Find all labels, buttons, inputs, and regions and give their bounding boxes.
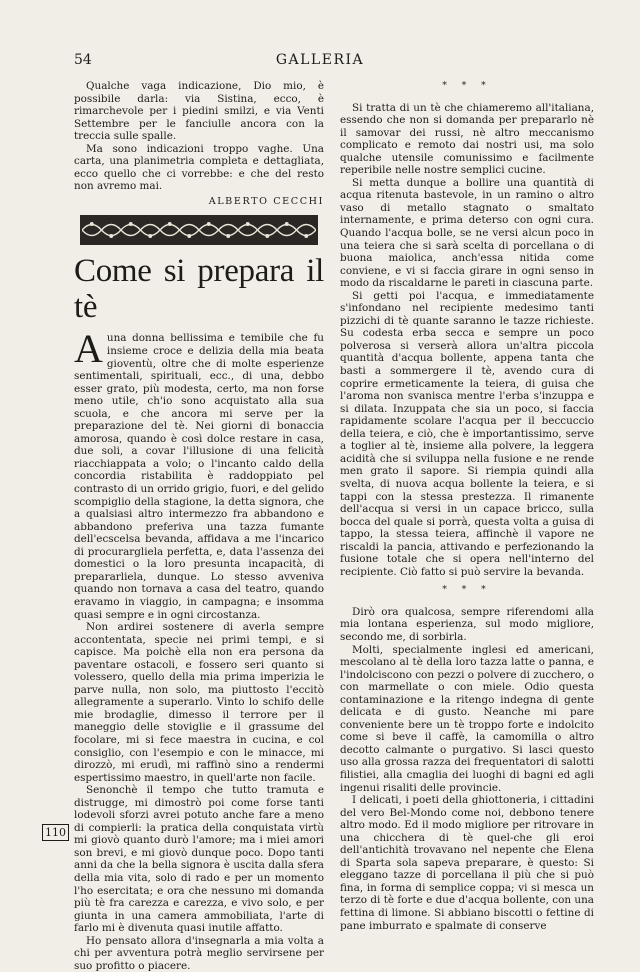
ornamental-band: [80, 215, 318, 245]
first-paragraph: [74, 326, 324, 621]
body-paragraph: Dirò ora qualcosa, sempre riferendomi alla mia lontana esperienza, sul modo migliore, secondo me, di sorbirla.: [340, 605, 594, 643]
intro-paragraph-1: Qualche vaga indicazione, Dio mio, è possibile darla: via Sistina, ecco, è rimarchevole per i piedini smilzi, e via Venti Settembre per le fanciulle ancora con la treccia sulle spalle.: [74, 80, 324, 143]
ornament-scroll-icon: [82, 217, 316, 243]
running-title: GALLERIA: [275, 52, 365, 68]
section-separator: * * *: [442, 585, 492, 596]
body-paragraph: Si getti poi l'acqua, e immediatamente s'infondano nel recipiente medesimo tanti pizzichi di tè quante saranno le tazze richieste. Su codesta erba secca e sempre un poco polverosa si verserà allora un'altra piccola quantità d'acqua bollente, appena tanta che basti a sommergere il tè, avendo cura di coprire ermeticamente la teiera, di guisa che l'aroma non svanisca mentre l'erba s'inzuppa e si dilata. Inzuppata che sia un poco, si faccia rapidamente scolare l'acqua per il beccuccio della teiera, e ciò, che è importantissimo, serve a toglier al tè, insieme alla polvere, la leggera acidità che si sviluppa nella fusione e ne rende men grato il sapore. Si riempia quindi alla svelta, di nuova acqua bollente la teiera, e si tappi con la stessa prestezza. Il rimanente dell'acqua si versi in un capace bricco, sulla bocca del quale si porrà, questa volta a guisa di tappo, la stessa teiera, affinchè il vapore ne riscaldi la pancia, attivando e perfezionando la fusione totale che si opera nell'interno del recipiente. Ciò fatto si può servire la bevanda.: [340, 289, 594, 578]
first-paragraph-text: una donna bellissima e temibile che fu insieme croce e delizia della mia beata gioventù, oltre che di molte esperienze sentimentali, spirituali, ecc., di una, debbo esser grato, più modesta, certo, ma non forse meno utile, ch'io sono acquistato alla sua scuola, e che ancora mi serve per la preparazione del tè. Nei giorni di bonaccia amorosa, quando è così dolce restare in casa, due soli, a covar l'illusione di una felicità riacchiappata a volo; o l'incanto caldo della concordia ristabilita è raddoppiato pel contrasto di un orrido grigio, fuori, e del gelido scompiglio della stagione, la detta signora, che a qualsiasi altro intermezzo fra abbandono e abbandono preferiva una tazza fumante dell'ecscelsa bevanda, affidava a me l'incarico di procurargliela perfetta, e, data l'assenza dei domestici o la loro presunta incapacità, di prepararliela, dunque. Lo stesso avveniva quando non tornava a casa del teatro, quando eravamo in viaggio, in campagna; e insomma quasi sempre e in ogni circostanza.: [74, 332, 324, 621]
author-signature: ALBERTO CECCHI: [208, 195, 324, 207]
folio-number: 110: [42, 824, 69, 841]
intro-paragraph-2: Ma sono indicazioni troppo vaghe. Una carta, una planimetria completa e dettagliata, ecco quello che ci vorrebbe: e che del resto non avremo mai.: [74, 142, 324, 193]
body-paragraph: I delicati, i poeti della ghiottoneria, i cittadini del vero Bel-Mondo come noi, debbono tenere altro modo. Ed il modo migliore per ritrovare in una chicchera di tè quel-che gli eroi dell'antichità trovavano nel nepente che Elena di Sparta sola sapeva preparare, è questo: Si eleggano tazze di porcellana il più che si può fina, in forma di semplice coppa; vi si mesca un terzo di tè forte e due d'acqua bollente, con una fettina di limone. Si abbiano biscotti o fettine di pane imburrato e spalmate di conserve: [340, 794, 594, 932]
right-column: [340, 80, 594, 932]
body-paragraph: Non ardirei sostenere di averla sempre accontentata, specie nei primi tempi, e si capisce. Ma poichè ella non era persona da paventare ostacoli, e fossero seri quanto si volessero, quello della mia prima imperizia le parve nulla, non solo, ma piuttosto l'eccitò allegramente a superarlo. Vinto lo schifo delle mie brodaglie, dimesso il terrore per il maneggio delle stoviglie e il grassume del focolare, mi si fece maestra in cucina, e col consiglio, con l'esempio e con le minacce, mi dirozzò, mi erudì, mi raffinò sino a rendermi espertissimo maestro, in quell'arte non facile.: [74, 621, 324, 784]
body-paragraph: Ho pensato allora d'insegnarla a mia volta a chi per avventura potrà meglio servirsene per suo profitto o piacere.: [74, 934, 324, 972]
page-number: 54: [74, 52, 92, 68]
drop-cap: A: [74, 326, 103, 372]
section-separator: * * *: [442, 81, 492, 91]
body-paragraph: Si tratta di un tè che chiameremo all'italiana, essendo che non si domanda per prepararlo nè il samovar dei russi, nè altro meccanismo complicato e remoto dai nostri usi, ma solo qualche utensile comunissimo e facilmente reperibile nelle nostre semplici cucine.: [340, 101, 594, 177]
body-paragraph: Si metta dunque a bollire una quantità di acqua ritenuta bastevole, in un ramino o altro vaso di metallo stagnato o smaltato internamente, e prima deterso con ogni cura. Quando l'acqua bolle, se ne versi alcun poco in una teiera che si sarà scelta di porcellana o di buona maiolica, anch'essa nitida come conviene, e vi si faccia girare in ogni senso in modo da riscaldarne le pareti in ciascuna parte.: [340, 176, 594, 290]
article-title: Come si prepara il tè: [74, 253, 324, 326]
left-column: [74, 80, 324, 972]
body-paragraph: Senonchè il tempo che tutto tramuta e distrugge, mi dimostrò poi come forse tanti lodevoli sforzi avrei potuto anche fare a meno di compierli: la pratica della conquistata virtù mi giovò quanto durò l'amore; ma i miei amori son brevi, e mi giovò dunque poco. Dopo tanti anni da che la bella signora è uscita dalla sfera della mia vita, solo di rado e per un momento l'ho esercitata; e ora che nessuno mi domanda più tè fra carezza e carezza, e vivo solo, e per giunta in una camera ammobiliata, l'arte di farlo mi è divenuta quasi inutile affatto.: [74, 784, 324, 935]
body-paragraph: Molti, specialmente inglesi ed americani, mescolano al tè della loro tazza latte o panna, e l'indolciscono con pezzi o polvere di zucchero, o con marmellate o con miele. Odio questa contaminazione e la ritengo indegna di gente delicata e di gusto. Neanche mi pare conveniente bere un tè troppo forte e indolcito come si beve il caffè, la camomilla o altro decotto calmante o purgativo. Si lasci questo uso alla grossa razza dei frequentatori di salotti filistiei, alla cmaglia dei luoghi di bagni ed agli ingenui risaliti delle provincie.: [340, 643, 594, 794]
